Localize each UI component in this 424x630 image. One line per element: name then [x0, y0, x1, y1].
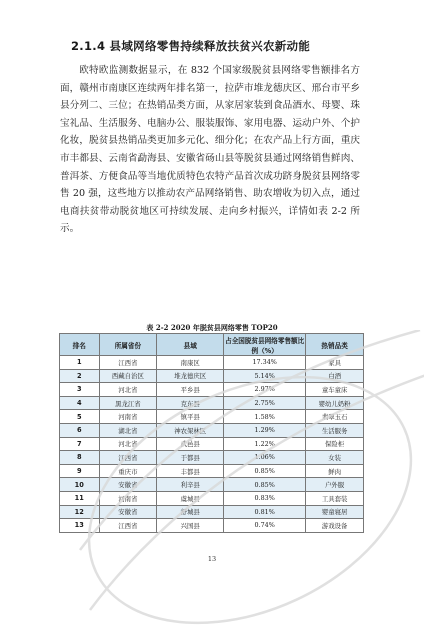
- province-cell: 河南省: [99, 410, 157, 424]
- province-cell: 江西省: [99, 356, 157, 370]
- table-row: [60, 369, 364, 383]
- header-rank: 排名: [60, 334, 100, 356]
- category-cell: 生活服务: [306, 423, 364, 437]
- rank-cell: 9: [60, 464, 100, 478]
- share-cell: 0.83%: [224, 491, 306, 505]
- county-cell: 镇平县: [157, 410, 224, 424]
- table-row: [60, 356, 364, 370]
- province-cell: 西藏自治区: [99, 369, 157, 383]
- county-cell: 兴国县: [157, 519, 224, 533]
- province-cell: 河北省: [99, 383, 157, 397]
- province-cell: 黑龙江省: [99, 396, 157, 410]
- share-cell: 0.85%: [224, 478, 306, 492]
- header-share: 占全国脱贫县网络零售额比例（%）: [224, 334, 306, 356]
- rank-cell: 13: [60, 519, 100, 533]
- province-cell: 重庆市: [99, 464, 157, 478]
- section-heading: 2.1.4 县域网络零售持续释放扶贫兴农新动能: [71, 39, 311, 53]
- header-category: 热销品类: [306, 334, 364, 356]
- province-cell: 江西省: [99, 451, 157, 465]
- category-cell: 游戏设备: [306, 519, 364, 533]
- table-row: [60, 464, 364, 478]
- share-cell: 1.29%: [224, 423, 306, 437]
- table-row: [60, 451, 364, 465]
- table-row: [60, 505, 364, 519]
- category-cell: 工具套装: [306, 491, 364, 505]
- rank-cell: 12: [60, 505, 100, 519]
- rank-cell: 5: [60, 410, 100, 424]
- rank-cell: 8: [60, 451, 100, 465]
- table-row: [60, 396, 364, 410]
- table-header-row: [60, 334, 364, 356]
- rank-cell: 6: [60, 423, 100, 437]
- category-cell: 鲜肉: [306, 464, 364, 478]
- province-cell: 湖北省: [99, 423, 157, 437]
- rank-cell: 2: [60, 369, 100, 383]
- county-cell: 神农架林区: [157, 423, 224, 437]
- table-row: [60, 383, 364, 397]
- county-cell: 平乡县: [157, 383, 224, 397]
- rank-cell: 4: [60, 396, 100, 410]
- share-cell: 0.81%: [224, 505, 306, 519]
- county-cell: 虞城县: [157, 491, 224, 505]
- share-cell: 2.97%: [224, 383, 306, 397]
- category-cell: 白酒: [306, 369, 364, 383]
- category-cell: 童车童床: [306, 383, 364, 397]
- county-cell: 南康区: [157, 356, 224, 370]
- rank-cell: 3: [60, 383, 100, 397]
- header-county: 县域: [157, 334, 224, 356]
- category-cell: 翡翠玉石: [306, 410, 364, 424]
- table-caption: 表 2-2 2020 年脱贫县网络零售 TOP20: [146, 323, 278, 332]
- table-row: [60, 478, 364, 492]
- county-cell: 舒城县: [157, 505, 224, 519]
- share-cell: 5.14%: [224, 369, 306, 383]
- top20-table: [59, 333, 364, 533]
- category-cell: 婴童寝居: [306, 505, 364, 519]
- county-cell: 于都县: [157, 451, 224, 465]
- rank-cell: 11: [60, 491, 100, 505]
- category-cell: 家具: [306, 356, 364, 370]
- share-cell: 0.85%: [224, 464, 306, 478]
- table-row: [60, 423, 364, 437]
- rank-cell: 1: [60, 356, 100, 370]
- rank-cell: 7: [60, 437, 100, 451]
- province-cell: 河南省: [99, 491, 157, 505]
- county-cell: 丰都县: [157, 464, 224, 478]
- share-cell: 2.75%: [224, 396, 306, 410]
- category-cell: 女装: [306, 451, 364, 465]
- county-cell: 武邑县: [157, 437, 224, 451]
- body-paragraph: 欧特欧监测数据显示，在 832 个国家级脱贫县网络零售额排名方面，赣州市南康区连续两年排名第一，拉萨市堆龙德庆区、邢台市平乡县分列二、三位；在热销品类方面，从家居家装到食品酒水、母婴、珠宝礼品、生活服务、电脑办公、服装服饰、家用电器、运动户外、个护化妆，脱贫县热销品类更加多元化、细分化；在农产品上行方面，重庆市丰都县、云南省勐海县、安徽省砀山县等脱贫县通过网络销售鲜肉、普洱茶、方便食品等当地优质特色农特产品首次成功跻身脱贫县网络零售 20 强，这些地方以推动农产品网络销售、助农增收为切入点，通过电商扶贫带动脱贫地区可持续发展、走向乡村振兴，详情如表 2-2 所示。: [60, 65, 360, 235]
- province-cell: 河北省: [99, 437, 157, 451]
- county-cell: 堆龙德庆区: [157, 369, 224, 383]
- table-row: [60, 437, 364, 451]
- province-cell: 安徽省: [99, 505, 157, 519]
- share-cell: 1.58%: [224, 410, 306, 424]
- county-cell: 利辛县: [157, 478, 224, 492]
- header-province: 所属省份: [99, 334, 157, 356]
- share-cell: 0.74%: [224, 519, 306, 533]
- category-cell: 婴幼儿奶粉: [306, 396, 364, 410]
- category-cell: 保险柜: [306, 437, 364, 451]
- table-row: [60, 410, 364, 424]
- county-cell: 克东县: [157, 396, 224, 410]
- rank-cell: 10: [60, 478, 100, 492]
- category-cell: 户外服: [306, 478, 364, 492]
- page-number: 13: [207, 555, 217, 563]
- share-cell: 17.34%: [224, 356, 306, 370]
- table-row: [60, 491, 364, 505]
- table-row: [60, 519, 364, 533]
- province-cell: 安徽省: [99, 478, 157, 492]
- share-cell: 1.22%: [224, 437, 306, 451]
- share-cell: 1.06%: [224, 451, 306, 465]
- province-cell: 江西省: [99, 519, 157, 533]
